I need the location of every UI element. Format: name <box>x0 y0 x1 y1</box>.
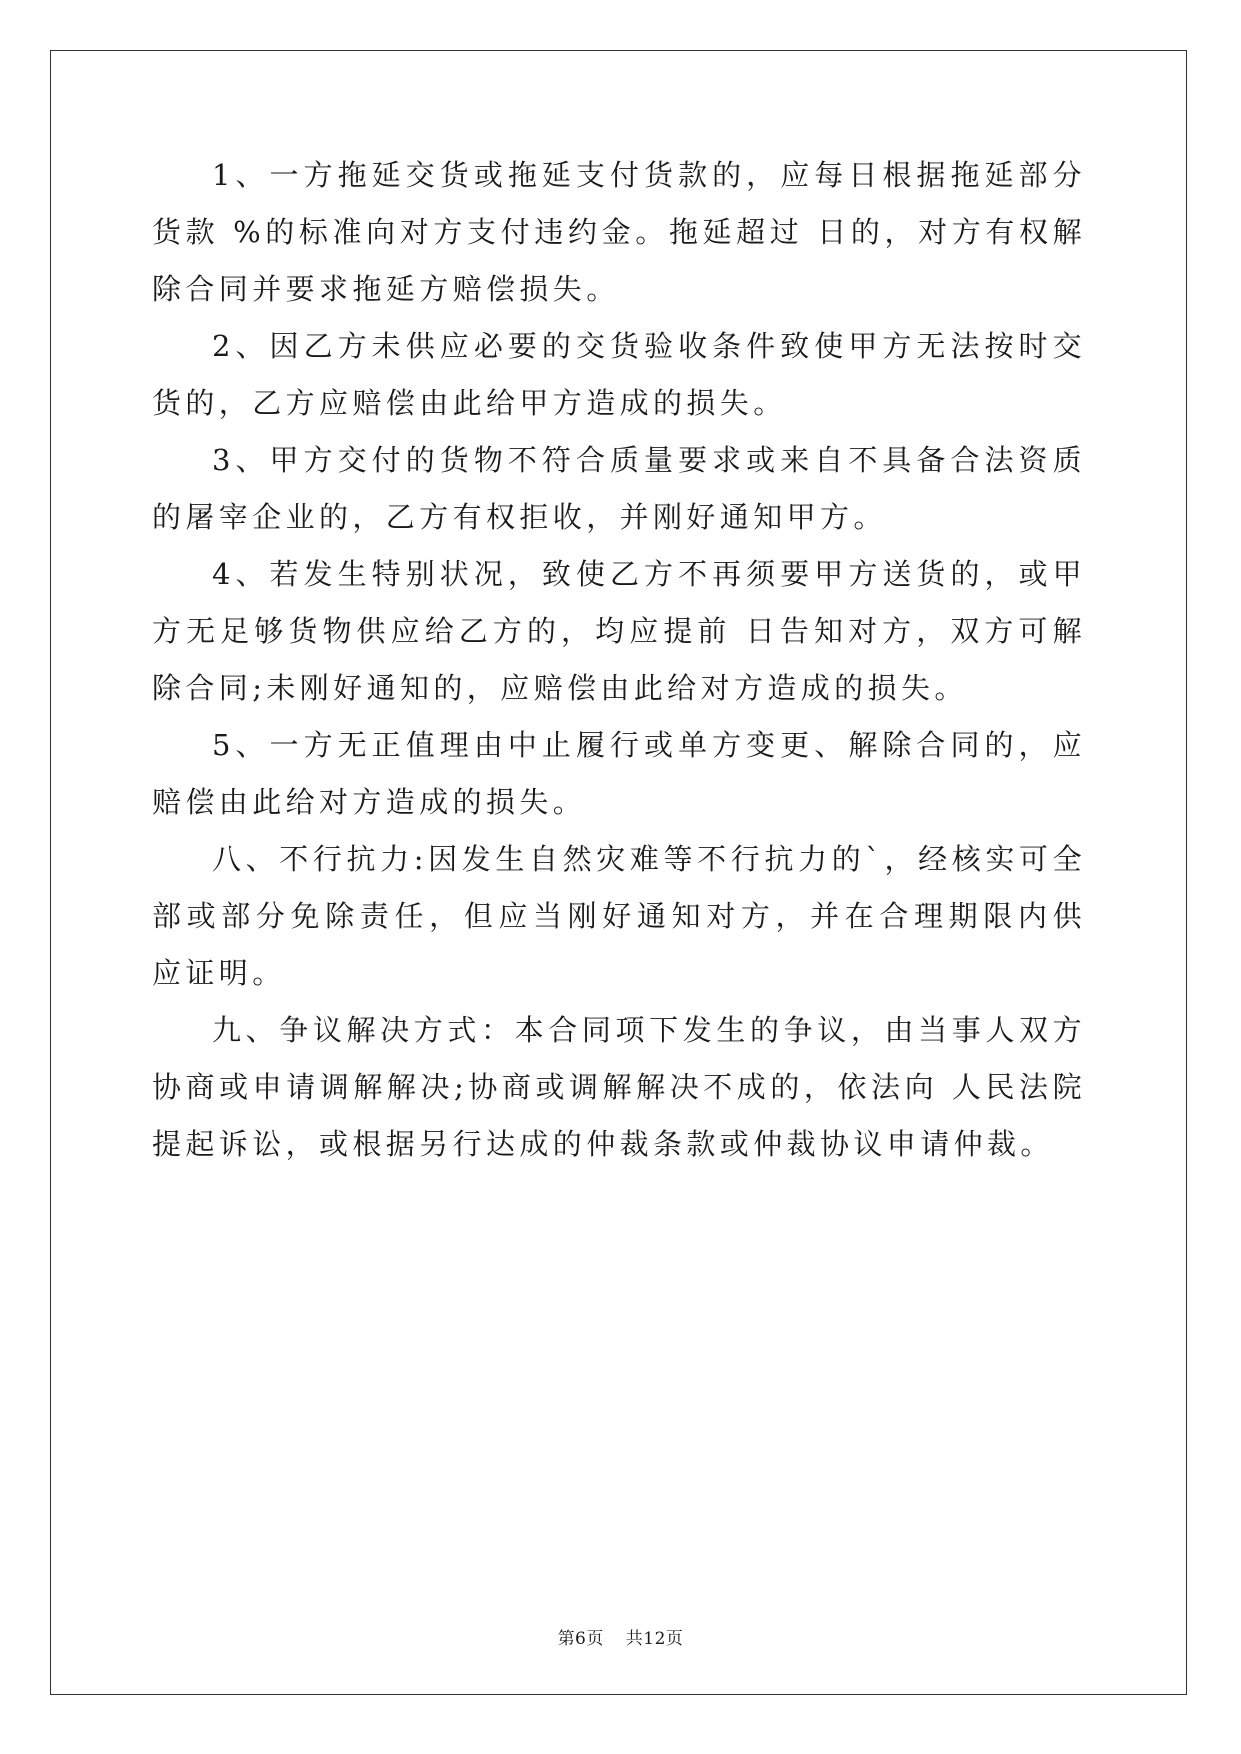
total-page-count: 共12页 <box>625 1629 684 1649</box>
clause-paragraph-2: 2、因乙方未供应必要的交货验收条件致使甲方无法按时交货的，乙方应赔偿由此给甲方造成的损失。 <box>152 329 1086 420</box>
current-page-number: 第6页 <box>557 1629 604 1649</box>
clause-paragraph-1: 1、一方拖延交货或拖延支付货款的，应每日根据拖延部分货款 %的标准向对方支付违约金。拖延超过 日的，对方有权解除合同并要求拖延方赔偿损失。 <box>152 158 1086 306</box>
document-body <box>152 147 1086 1173</box>
clause-paragraph-5: 5、一方无正值理由中止履行或单方变更、解除合同的，应赔偿由此给对方造成的损失。 <box>152 728 1086 819</box>
force-majeure-paragraph: 八、不行抗力:因发生自然灾难等不行抗力的`，经核实可全部或部分免除责任，但应当刚好通知对方，并在合理期限内供应证明。 <box>152 842 1086 990</box>
clause-paragraph-3: 3、甲方交付的货物不符合质量要求或来自不具备合法资质的屠宰企业的，乙方有权拒收，并刚好通知甲方。 <box>152 443 1086 534</box>
page-footer <box>0 1624 1241 1649</box>
dispute-resolution-paragraph: 九、争议解决方式：本合同项下发生的争议，由当事人双方协商或申请调解解决;协商或调解解决不成的，依法向 人民法院提起诉讼，或根据另行达成的仲裁条款或仲裁协议申请仲裁。 <box>152 1013 1086 1161</box>
clause-paragraph-4: 4、若发生特别状况，致使乙方不再须要甲方送货的，或甲方无足够货物供应给乙方的，均应提前 日告知对方，双方可解除合同;未刚好通知的，应赔偿由此给对方造成的损失。 <box>152 557 1086 705</box>
